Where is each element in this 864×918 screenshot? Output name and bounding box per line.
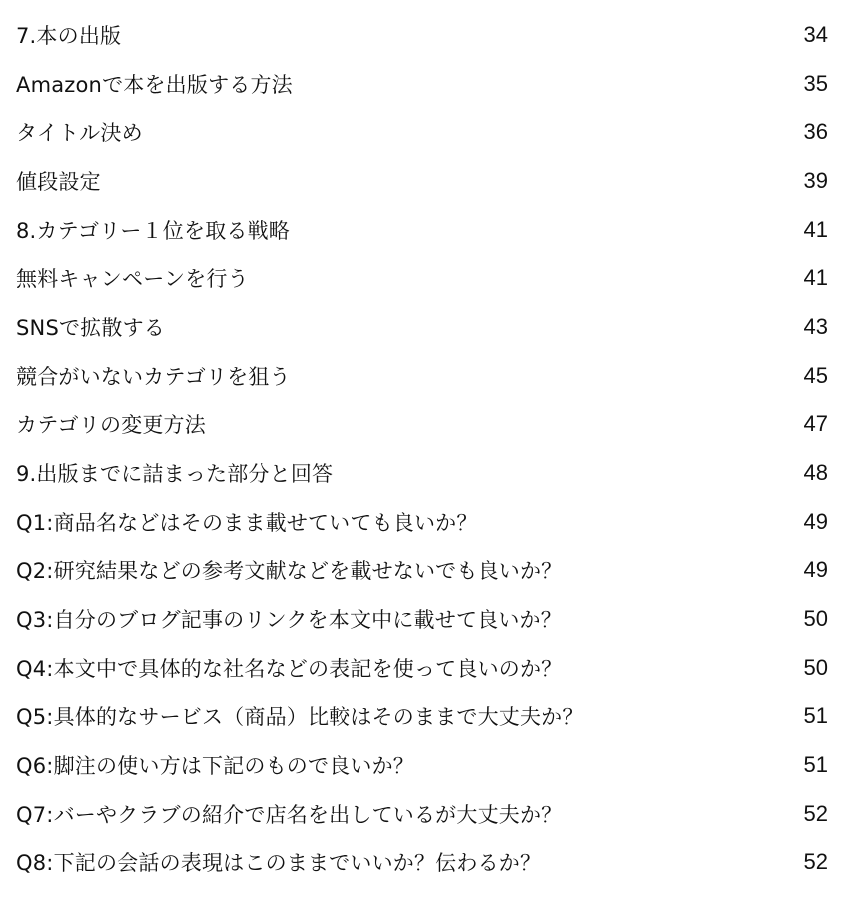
toc-entry-title: Q7:バーやクラブの紹介で店名を出しているが大丈夫か？ <box>16 803 563 827</box>
toc-entry-page: 50 <box>803 606 828 631</box>
toc-entry-title: Q8:下記の会話の表現はこのままでいいか？伝わるか？ <box>16 851 542 875</box>
toc-entry-7[interactable] <box>16 15 828 55</box>
toc-entry-title: Amazonで本を出版する方法 <box>16 73 293 97</box>
toc-entry-title: 7.本の出版 <box>16 24 122 48</box>
toc-entry-q4[interactable] <box>16 648 828 688</box>
toc-entry-page: 49 <box>803 557 828 582</box>
toc-entry-page: 47 <box>803 411 828 436</box>
toc-entry-page: 43 <box>803 314 828 339</box>
toc-entry-page: 35 <box>803 71 828 96</box>
toc-entry-title: Q4:本文中で具体的な社名などの表記を使って良いのか？ <box>16 657 563 681</box>
toc-entry-title: 8.カテゴリー１位を取る戦略 <box>16 219 290 243</box>
toc-entry-q2[interactable] <box>16 550 828 590</box>
toc-entry-page: 39 <box>803 168 828 193</box>
toc-entry-page: 41 <box>803 265 828 290</box>
toc-entry-category-change[interactable] <box>16 404 828 444</box>
toc-entry-free-campaign[interactable] <box>16 258 828 298</box>
toc-entry-q5[interactable] <box>16 696 828 736</box>
toc-entry-page: 50 <box>803 655 828 680</box>
toc-entry-no-competition[interactable] <box>16 356 828 396</box>
toc-entry-pricing[interactable] <box>16 161 828 201</box>
toc-entry-title: Q5:具体的なサービス（商品）比較はそのままで大丈夫か？ <box>16 705 584 729</box>
toc-entry-page: 34 <box>803 22 828 47</box>
toc-entry-page: 36 <box>803 119 828 144</box>
toc-entry-title: Q2:研究結果などの参考文献などを載せないでも良いか？ <box>16 559 563 583</box>
toc-entry-amazon-publish[interactable] <box>16 64 828 104</box>
toc-entry-q7[interactable] <box>16 794 828 834</box>
toc-entry-page: 48 <box>803 460 828 485</box>
toc-entry-title: Q6:脚注の使い方は下記のもので良いか？ <box>16 754 414 778</box>
toc-entry-title: 9.出版までに詰まった部分と回答 <box>16 462 334 486</box>
toc-entry-sns[interactable] <box>16 307 828 347</box>
toc-entry-8[interactable] <box>16 210 828 250</box>
toc-entry-page: 52 <box>803 849 828 874</box>
toc-entry-title: 値段設定 <box>16 170 101 194</box>
toc-entry-page: 51 <box>803 703 828 728</box>
toc-entry-q3[interactable] <box>16 599 828 639</box>
toc-entry-title: 無料キャンペーンを行う <box>16 267 249 291</box>
toc-entry-q6[interactable] <box>16 745 828 785</box>
toc-entry-title-decision[interactable] <box>16 112 828 152</box>
toc-entry-title: タイトル決め <box>16 121 143 145</box>
toc-entry-page: 52 <box>803 801 828 826</box>
toc-entry-page: 45 <box>803 363 828 388</box>
toc-entry-page: 49 <box>803 509 828 534</box>
toc-entry-9[interactable] <box>16 453 828 493</box>
toc-entry-q1[interactable] <box>16 502 828 542</box>
toc-entry-title: Q1:商品名などはそのまま載せていても良いか？ <box>16 511 478 535</box>
toc-entry-title: 競合がいないカテゴリを狙う <box>16 365 291 389</box>
toc-entry-q8[interactable] <box>16 842 828 882</box>
toc-entry-title: Q3:自分のブログ記事のリンクを本文中に載せて良いか？ <box>16 608 562 632</box>
toc-entry-title: カテゴリの変更方法 <box>16 413 206 437</box>
toc-entry-page: 51 <box>803 752 828 777</box>
toc-entry-page: 41 <box>803 217 828 242</box>
toc-entry-title: SNSで拡散する <box>16 316 165 340</box>
